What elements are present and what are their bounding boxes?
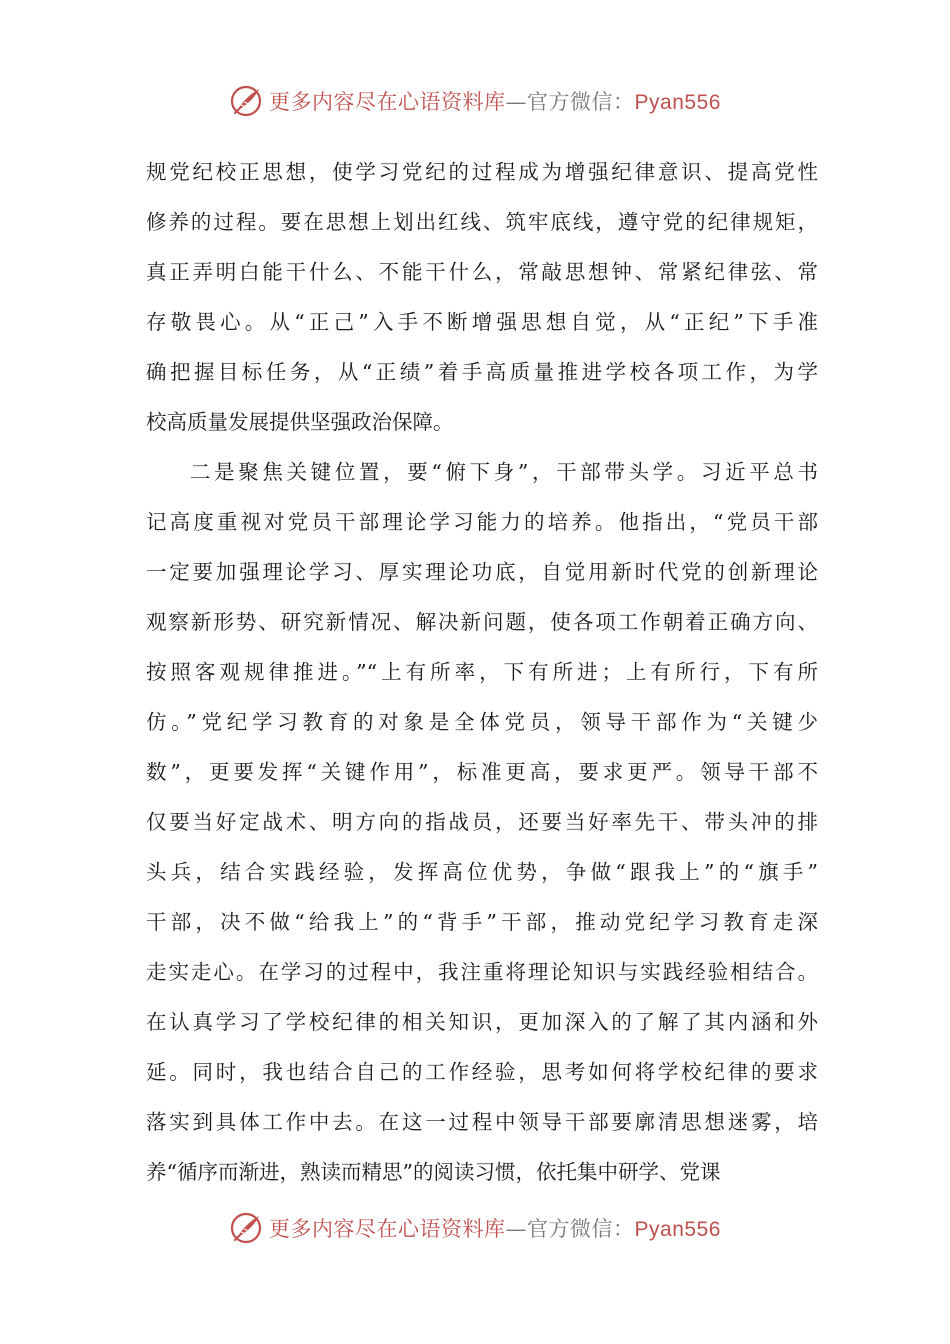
text-line: 修养的过程。要在思想上划出红线、筑牢底线，遵守党的纪律规矩， bbox=[146, 210, 818, 234]
text-line: 记高度重视对党员干部理论学习能力的培养。他指出，“党员干部 bbox=[146, 510, 818, 534]
text-line: 养“循序而渐进，熟读而精思”的阅读习惯，依托集中研学、党课 bbox=[146, 1160, 721, 1184]
feather-pen-circle-icon bbox=[229, 84, 263, 118]
document-body bbox=[146, 147, 818, 1197]
text-line: 确把握目标任务，从“正绩”着手高质量推进学校各项工作，为学 bbox=[146, 360, 818, 384]
watermark-text: 更多内容尽在心语资料库—官方微信：Pyan556 bbox=[269, 1217, 721, 1241]
text-line: 在认真学习了学校纪律的相关知识，更加深入的了解了其内涵和外 bbox=[146, 1010, 818, 1034]
paragraph bbox=[146, 447, 818, 1197]
text-line: 真正弄明白能干什么、不能干什么，常敲思想钟、常紧纪律弦、常 bbox=[146, 260, 818, 284]
text-line: 存敬畏心。从“正己”入手不断增强思想自觉，从“正纪”下手准 bbox=[146, 310, 818, 334]
text-line: 仅要当好定战术、明方向的指战员，还要当好率先干、带头冲的排 bbox=[146, 810, 818, 834]
text-line: 数”，更要发挥“关键作用”，标准更高，要求更严。领导干部不 bbox=[146, 760, 818, 784]
text-line: 落实到具体工作中去。在这一过程中领导干部要廓清思想迷雾，培 bbox=[146, 1110, 818, 1134]
text-line: 观察新形势、研究新情况、解决新问题，使各项工作朝着正确方向、 bbox=[146, 610, 818, 634]
text-line: 干部，决不做“给我上”的“背手”干部，推动党纪学习教育走深 bbox=[146, 910, 818, 934]
text-line: 校高质量发展提供坚强政治保障。 bbox=[146, 410, 454, 434]
text-line: 二是聚焦关键位置，要“俯下身”，干部带头学。习近平总书 bbox=[190, 460, 818, 484]
feather-pen-circle-icon bbox=[229, 1211, 263, 1245]
text-line: 规党纪校正思想，使学习党纪的过程成为增强纪律意识、提高党性 bbox=[146, 160, 818, 184]
watermark-text: 更多内容尽在心语资料库—官方微信：Pyan556 bbox=[269, 90, 721, 114]
footer-watermark bbox=[0, 1211, 950, 1245]
text-line: 头兵，结合实践经验，发挥高位优势，争做“跟我上”的“旗手” bbox=[146, 860, 818, 884]
text-line: 走实走心。在学习的过程中，我注重将理论知识与实践经验相结合。 bbox=[146, 960, 818, 984]
paragraph bbox=[146, 147, 818, 447]
header-watermark bbox=[0, 84, 950, 118]
text-line: 仿。”党纪学习教育的对象是全体党员，领导干部作为“关键少 bbox=[146, 710, 818, 734]
text-line: 按照客观规律推进。”“上有所率，下有所进；上有所行，下有所 bbox=[146, 660, 818, 684]
text-line: 一定要加强理论学习、厚实理论功底，自觉用新时代党的创新理论 bbox=[146, 560, 818, 584]
text-line: 延。同时，我也结合自己的工作经验，思考如何将学校纪律的要求 bbox=[146, 1060, 818, 1084]
